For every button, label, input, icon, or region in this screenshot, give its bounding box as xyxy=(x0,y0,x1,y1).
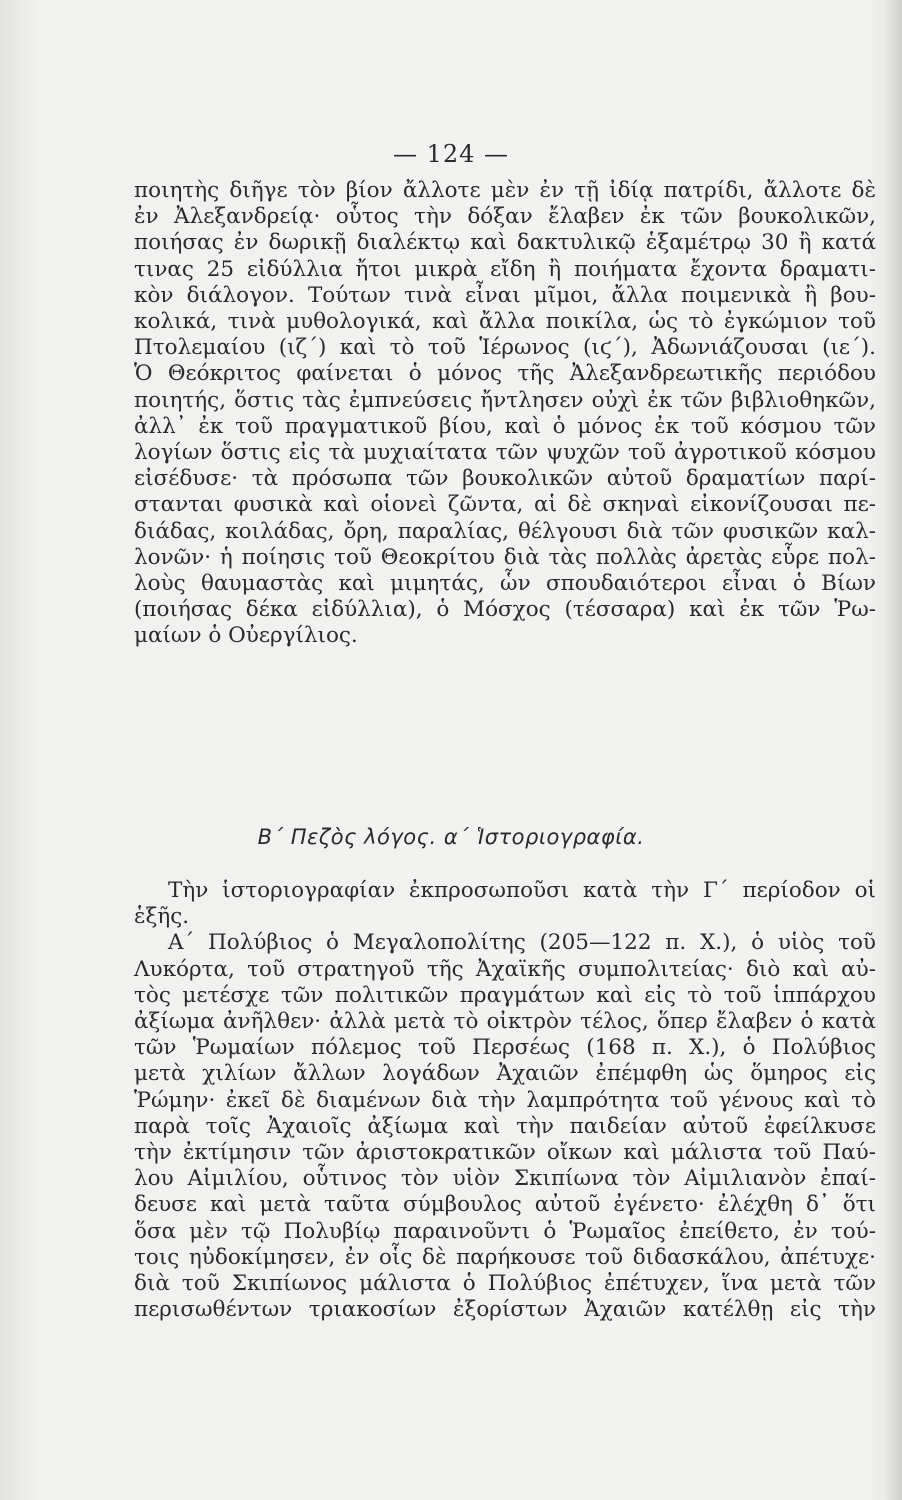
text-line: τοις ηὐδοκίμησεν, ἐν οἷς δὲ παρήκουσε τοῦ διδασκάλου, ἀπέτυχε· xyxy=(134,1244,876,1270)
text-line: κὸν διάλογον. Τούτων τινὰ εἶναι μῖμοι, ἄλλα ποιμενικὰ ἢ βου- xyxy=(134,282,876,308)
section-heading: Β΄ Πεζὸς λόγος. α΄ Ἱστοριογραφία. xyxy=(257,825,645,849)
text-line: λονῶν· ἡ ποίησις τοῦ Θεοκρίτου διὰ τὰς πολλὰς ἀρετὰς εὗρε πολ- xyxy=(134,544,876,570)
text-line: δευσε καὶ μετὰ ταῦτα σύμβουλος αὐτοῦ ἐγένετο· ἐλέχθη δ᾿ ὅτι xyxy=(134,1192,876,1218)
paragraph-historiography xyxy=(134,878,876,1323)
text-line: ἀξίωμα ἀνῆλθεν· ἀλλὰ μετὰ τὸ οἰκτρὸν τέλος, ὅπερ ἔλαβεν ὁ κατὰ xyxy=(134,1009,876,1035)
text-line: διὰ τοῦ Σκιπίωνος μάλιστα ὁ Πολύβιος ἐπέτυχεν, ἵνα μετὰ τῶν xyxy=(134,1271,876,1297)
text-line: Ὁ Θεόκριτος φαίνεται ὁ μόνος τῆς Ἀλεξανδρεωτικῆς περιόδου xyxy=(134,361,876,387)
page-edge-shadow xyxy=(884,0,902,1500)
text-line: εἰσέδυσε· τὰ πρόσωπα τῶν βουκολικῶν αὐτοῦ δραματίων παρί- xyxy=(134,466,876,492)
text-line: περισωθέντων τριακοσίων ἐξορίστων Ἀχαιῶν κατέλθῃ εἰς τὴν xyxy=(134,1297,876,1323)
text-line: Α΄ Πολύβιος ὁ Μεγαλοπολίτης (205—122 π. Χ.), ὁ υἱὸς τοῦ xyxy=(168,930,876,956)
text-line: παρὰ τοῖς Ἀχαιοῖς ἀξίωμα καὶ τὴν παιδείαν αὐτοῦ ἐφείλκυσε xyxy=(134,1113,876,1139)
text-line: τινας 25 εἰδύλλια ἤτοι μικρὰ εἴδη ἢ ποιήματα ἔχοντα δραματι- xyxy=(134,256,876,282)
text-line: ἐν Ἀλεξανδρείᾳ· οὗτος τὴν δόξαν ἔλαβεν ἐκ τῶν βουκολικῶν, xyxy=(134,204,876,230)
text-line: μετὰ χιλίων ἄλλων λογάδων Ἀχαιῶν ἐπέμφθη ὡς ὅμηρος εἰς xyxy=(134,1061,876,1087)
text-line: ποιήσας ἐν δωρικῇ διαλέκτῳ καὶ δακτυλικῷ ἑξαμέτρῳ 30 ἢ κατά xyxy=(134,230,876,256)
text-line: ἀλλ᾿ ἐκ τοῦ πραγματικοῦ βίου, καὶ ὁ μόνος ἐκ τοῦ κόσμου τῶν xyxy=(134,413,876,439)
text-line: Λυκόρτα, τοῦ στρατηγοῦ τῆς Ἀχαϊκῆς συμπολιτείας· διὸ καὶ αὐ- xyxy=(134,956,876,982)
text-line: Ῥώμην· ἐκεῖ δὲ διαμένων διὰ τὴν λαμπρότητα τοῦ γένους καὶ τὸ xyxy=(134,1087,876,1113)
text-line: τὸς μετέσχε τῶν πολιτικῶν πραγμάτων καὶ εἰς τὸ τοῦ ἱππάρχου xyxy=(134,982,876,1008)
text-line: τὴν ἐκτίμησιν τῶν ἀριστοκρατικῶν οἴκων καὶ μάλιστα τοῦ Παύ- xyxy=(134,1140,876,1166)
text-line: (ποιήσας δέκα εἰδύλλια), ὁ Μόσχος (τέσσαρα) καὶ ἐκ τῶν Ῥω- xyxy=(134,597,876,623)
text-line: στανται φυσικὰ καὶ οἱονεὶ ζῶντα, αἱ δὲ σκηναὶ εἰκονίζουσαι πε- xyxy=(134,492,876,518)
text-line: λοὺς θαυμαστὰς καὶ μιμητάς, ὧν σπουδαιότεροι εἶναι ὁ Βίων xyxy=(134,571,876,597)
text-line: ἑξῆς. xyxy=(134,904,190,930)
paragraph-theocritus xyxy=(134,178,876,650)
text-line: ποιητής, ὅστις τὰς ἐμπνεύσεις ἤντλησεν οὐχὶ ἐκ τῶν βιβλιοθηκῶν, xyxy=(134,387,876,413)
text-line: τῶν Ῥωμαίων πόλεμος τοῦ Περσέως (168 π. Χ.), ὁ Πολύβιος xyxy=(134,1035,876,1061)
text-line: λογίων ὅστις εἰς τὰ μυχιαίτατα τῶν ψυχῶν τοῦ ἀγροτικοῦ κόσμου xyxy=(134,440,876,466)
text-line: μαίων ὁ Οὐεργίλιος. xyxy=(134,623,358,649)
text-line: Πτολεμαίου (ιζ΄) καὶ τὸ τοῦ Ἱέρωνος (ιϛ΄), Ἀδωνιάζουσαι (ιε΄). xyxy=(134,335,876,361)
text-line: ποιητὴς διῆγε τὸν βίον ἄλλοτε μὲν ἐν τῇ ἰδίᾳ πατρίδι, ἄλλοτε δὲ xyxy=(134,178,876,203)
text-line: ὅσα μὲν τῷ Πολυβίῳ παραινοῦντι ὁ Ῥωμαῖος ἐπείθετο, ἐν τού- xyxy=(134,1218,876,1244)
text-line: λου Αἰμιλίου, οὗτινος τὸν υἱὸν Σκιπίωνα τὸν Αἰμιλιανὸν ἐπαί- xyxy=(134,1166,876,1192)
page-number: — 124 — xyxy=(392,140,510,168)
text-line: διάδας, κοιλάδας, ὄρη, παραλίας, θέλγουσι διὰ τῶν φυσικῶν καλ- xyxy=(134,518,876,544)
text-line: Τὴν ἱστοριογραφίαν ἐκπροσωποῦσι κατὰ τὴν Γ΄ περίοδον οἱ xyxy=(168,878,876,903)
text-line: κολικά, τινὰ μυθολογικά, καὶ ἄλλα ποικίλα, ὡς τὸ ἐγκώμιον τοῦ xyxy=(134,309,876,335)
